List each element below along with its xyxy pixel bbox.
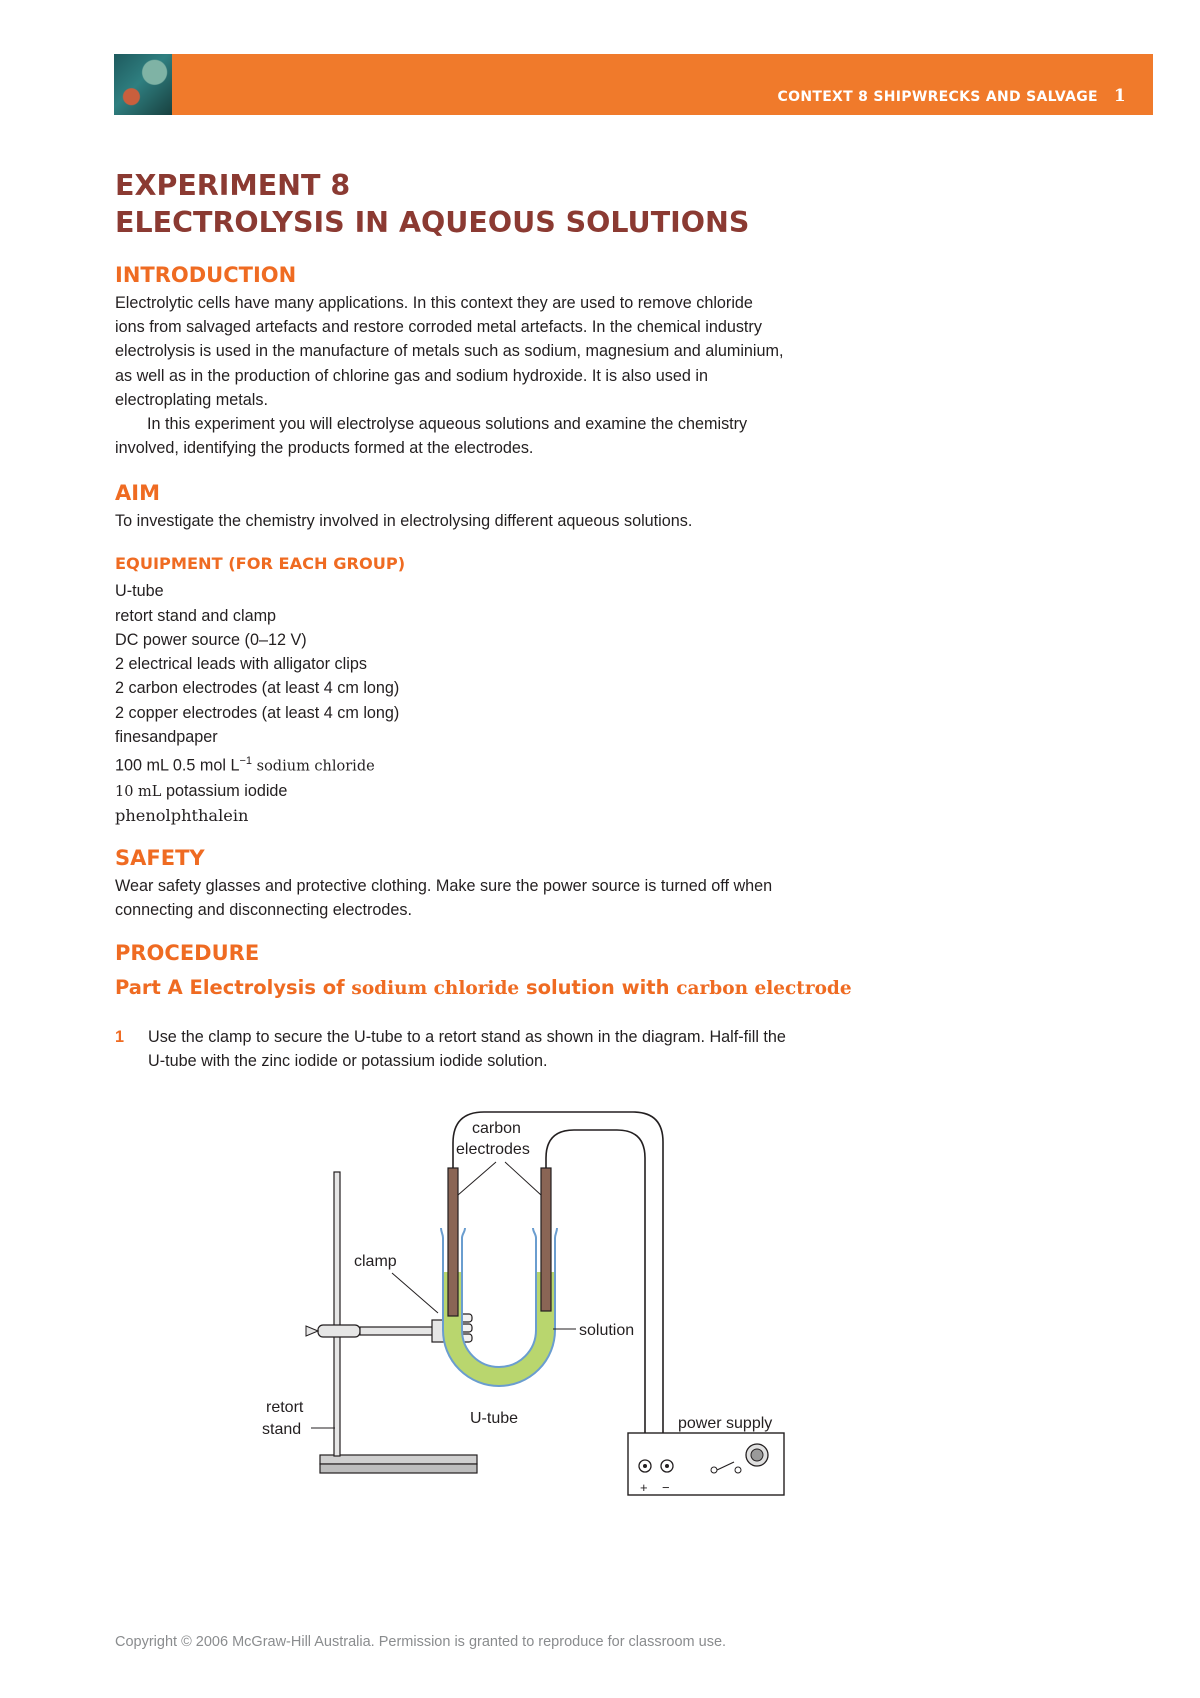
label-power-supply: power supply [678, 1415, 773, 1432]
step-line: U-tube with the zinc iodide or potassium iodide solution. [148, 1052, 548, 1071]
label-solution: solution [579, 1322, 635, 1339]
label-retort: retort [266, 1399, 304, 1416]
intro-line: involved, identifying the products formed at the electrodes. [115, 439, 534, 458]
equipment-item: DC power source (0–12 V) [115, 630, 307, 649]
step-number: 1 [115, 1028, 125, 1046]
part-a-mid: solution with [519, 976, 677, 999]
equipment-item: U-tube [115, 582, 164, 601]
title-line-1: EXPERIMENT 8 [115, 169, 351, 202]
equipment-item-indicator: phenolphthalein [115, 806, 249, 826]
ki-suffix: potassium iodide [161, 782, 288, 801]
nacl-prefix: 100 mL 0.5 mol L [115, 756, 240, 775]
safety-line: Wear safety glasses and protective clothing. Make sure the power source is turned off when [115, 877, 773, 895]
label-electrodes: electrodes [456, 1141, 530, 1158]
nacl-superscript: −1 [239, 755, 253, 768]
plus-terminal-label: + [640, 1480, 648, 1495]
equipment-item: finesandpaper [115, 728, 218, 747]
introduction-heading: INTRODUCTION [115, 263, 297, 287]
part-a-label: Part A Electrolysis of [115, 976, 352, 999]
part-a-term-2: carbon electrode [676, 978, 852, 999]
intro-line: electrolysis is used in the manufacture of metals such as sodium, magnesium and aluminium, [115, 342, 784, 361]
aim-heading: AIM [115, 481, 160, 505]
equipment-item: 2 carbon electrodes (at least 4 cm long) [115, 679, 400, 698]
minus-terminal-label: − [662, 1480, 670, 1495]
intro-line: as well as in the production of chlorine gas and sodium hydroxide. It is also used in [115, 366, 708, 385]
aim-text: To investigate the chemistry involved in electrolysing different aqueous solutions. [115, 512, 693, 530]
part-a-term-1: sodium chloride [351, 978, 520, 999]
intro-line: electroplating metals. [115, 390, 268, 409]
step-line: Use the clamp to secure the U-tube to a retort stand as shown in the diagram. Half-fill the [148, 1028, 786, 1046]
equipment-item: 2 electrical leads with alligator clips [115, 655, 367, 674]
safety-line: connecting and disconnecting electrodes. [115, 901, 412, 920]
safety-heading: SAFETY [115, 846, 205, 870]
label-stand: stand [262, 1421, 302, 1438]
label-clamp: clamp [354, 1253, 397, 1270]
power-supply [628, 1433, 784, 1495]
nacl-suffix: sodium chloride [252, 758, 375, 775]
procedure-heading: PROCEDURE [115, 941, 260, 965]
intro-line: Electrolytic cells have many applications. In this context they are used to remove chloride [115, 294, 753, 312]
title-line-2: ELECTROLYSIS IN AQUEOUS SOLUTIONS [115, 206, 750, 239]
label-u-tube: U-tube [470, 1410, 519, 1427]
ki-prefix: 10 mL [115, 784, 162, 801]
equipment-heading: EQUIPMENT (FOR EACH GROUP) [115, 554, 406, 573]
intro-line: In this experiment you will electrolyse aqueous solutions and examine the chemistry [147, 415, 748, 434]
copyright-footer: Copyright © 2006 McGraw-Hill Australia. Permission is granted to reproduce for classroom use. [115, 1634, 727, 1650]
intro-line: ions from salvaged artefacts and restore corroded metal artefacts. In the chemical industry [115, 318, 762, 337]
label-carbon: carbon [472, 1120, 521, 1137]
connecting-wires [453, 1112, 663, 1458]
equipment-item: retort stand and clamp [115, 606, 277, 625]
page-number: 1 [1113, 86, 1126, 106]
equipment-item: 2 copper electrodes (at least 4 cm long) [115, 703, 400, 722]
context-label: CONTEXT 8 SHIPWRECKS AND SALVAGE [777, 89, 1098, 105]
